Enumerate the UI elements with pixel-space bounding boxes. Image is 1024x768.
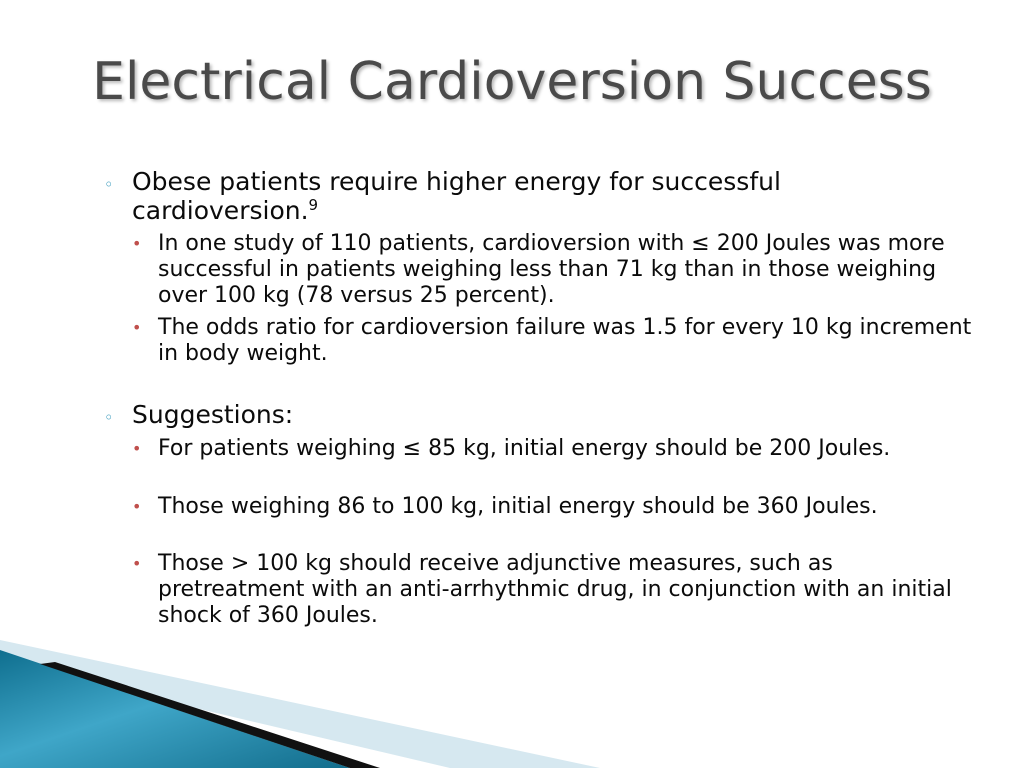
sub-bullet-text: In one study of 110 patients, cardioversion with ≤ 200 Joules was more successful in patients weighing less than 71 kg than in those weighing over 100 kg (78 versus 25 percent). [158, 231, 945, 308]
dot-bullet-icon: • [132, 554, 142, 573]
bullet-obese-patients [104, 167, 932, 225]
bullet-text: Obese patients require higher energy for successful cardioversion. [132, 167, 781, 225]
dot-bullet-icon: • [132, 318, 142, 337]
sub-bullet-text: Those > 100 kg should receive adjunctive measures, such as pretreatment with an anti-arrhythmic drug, in conjunction with an initial shock of 360 Joules. [158, 551, 952, 628]
sub-bullet-text: For patients weighing ≤ 85 kg, initial energy should be 200 Joules. [158, 436, 891, 461]
slide-title: Electrical Cardioversion Success [92, 52, 932, 112]
dot-bullet-icon: • [132, 234, 142, 253]
sub-bullet-text: Those weighing 86 to 100 kg, initial energy should be 360 Joules. [158, 494, 878, 519]
circle-bullet-icon: ◦ [104, 175, 114, 194]
bullet-suggestions [104, 400, 932, 429]
dot-bullet-icon: • [132, 439, 142, 458]
sub-bullet-over-100kg [132, 551, 973, 629]
sub-bullet-study-110-patients [132, 231, 973, 309]
sub-bullet-odds-ratio [132, 315, 973, 367]
citation-superscript: 9 [308, 196, 319, 214]
sub-bullet-86-to-100kg [132, 494, 973, 520]
sub-bullet-under-85kg [132, 436, 973, 462]
circle-bullet-icon: ◦ [104, 408, 114, 427]
dot-bullet-icon: • [132, 497, 142, 516]
sub-bullet-text: The odds ratio for cardioversion failure was 1.5 for every 10 kg increment in body weight. [158, 315, 972, 366]
bullet-text: Suggestions: [132, 400, 294, 429]
